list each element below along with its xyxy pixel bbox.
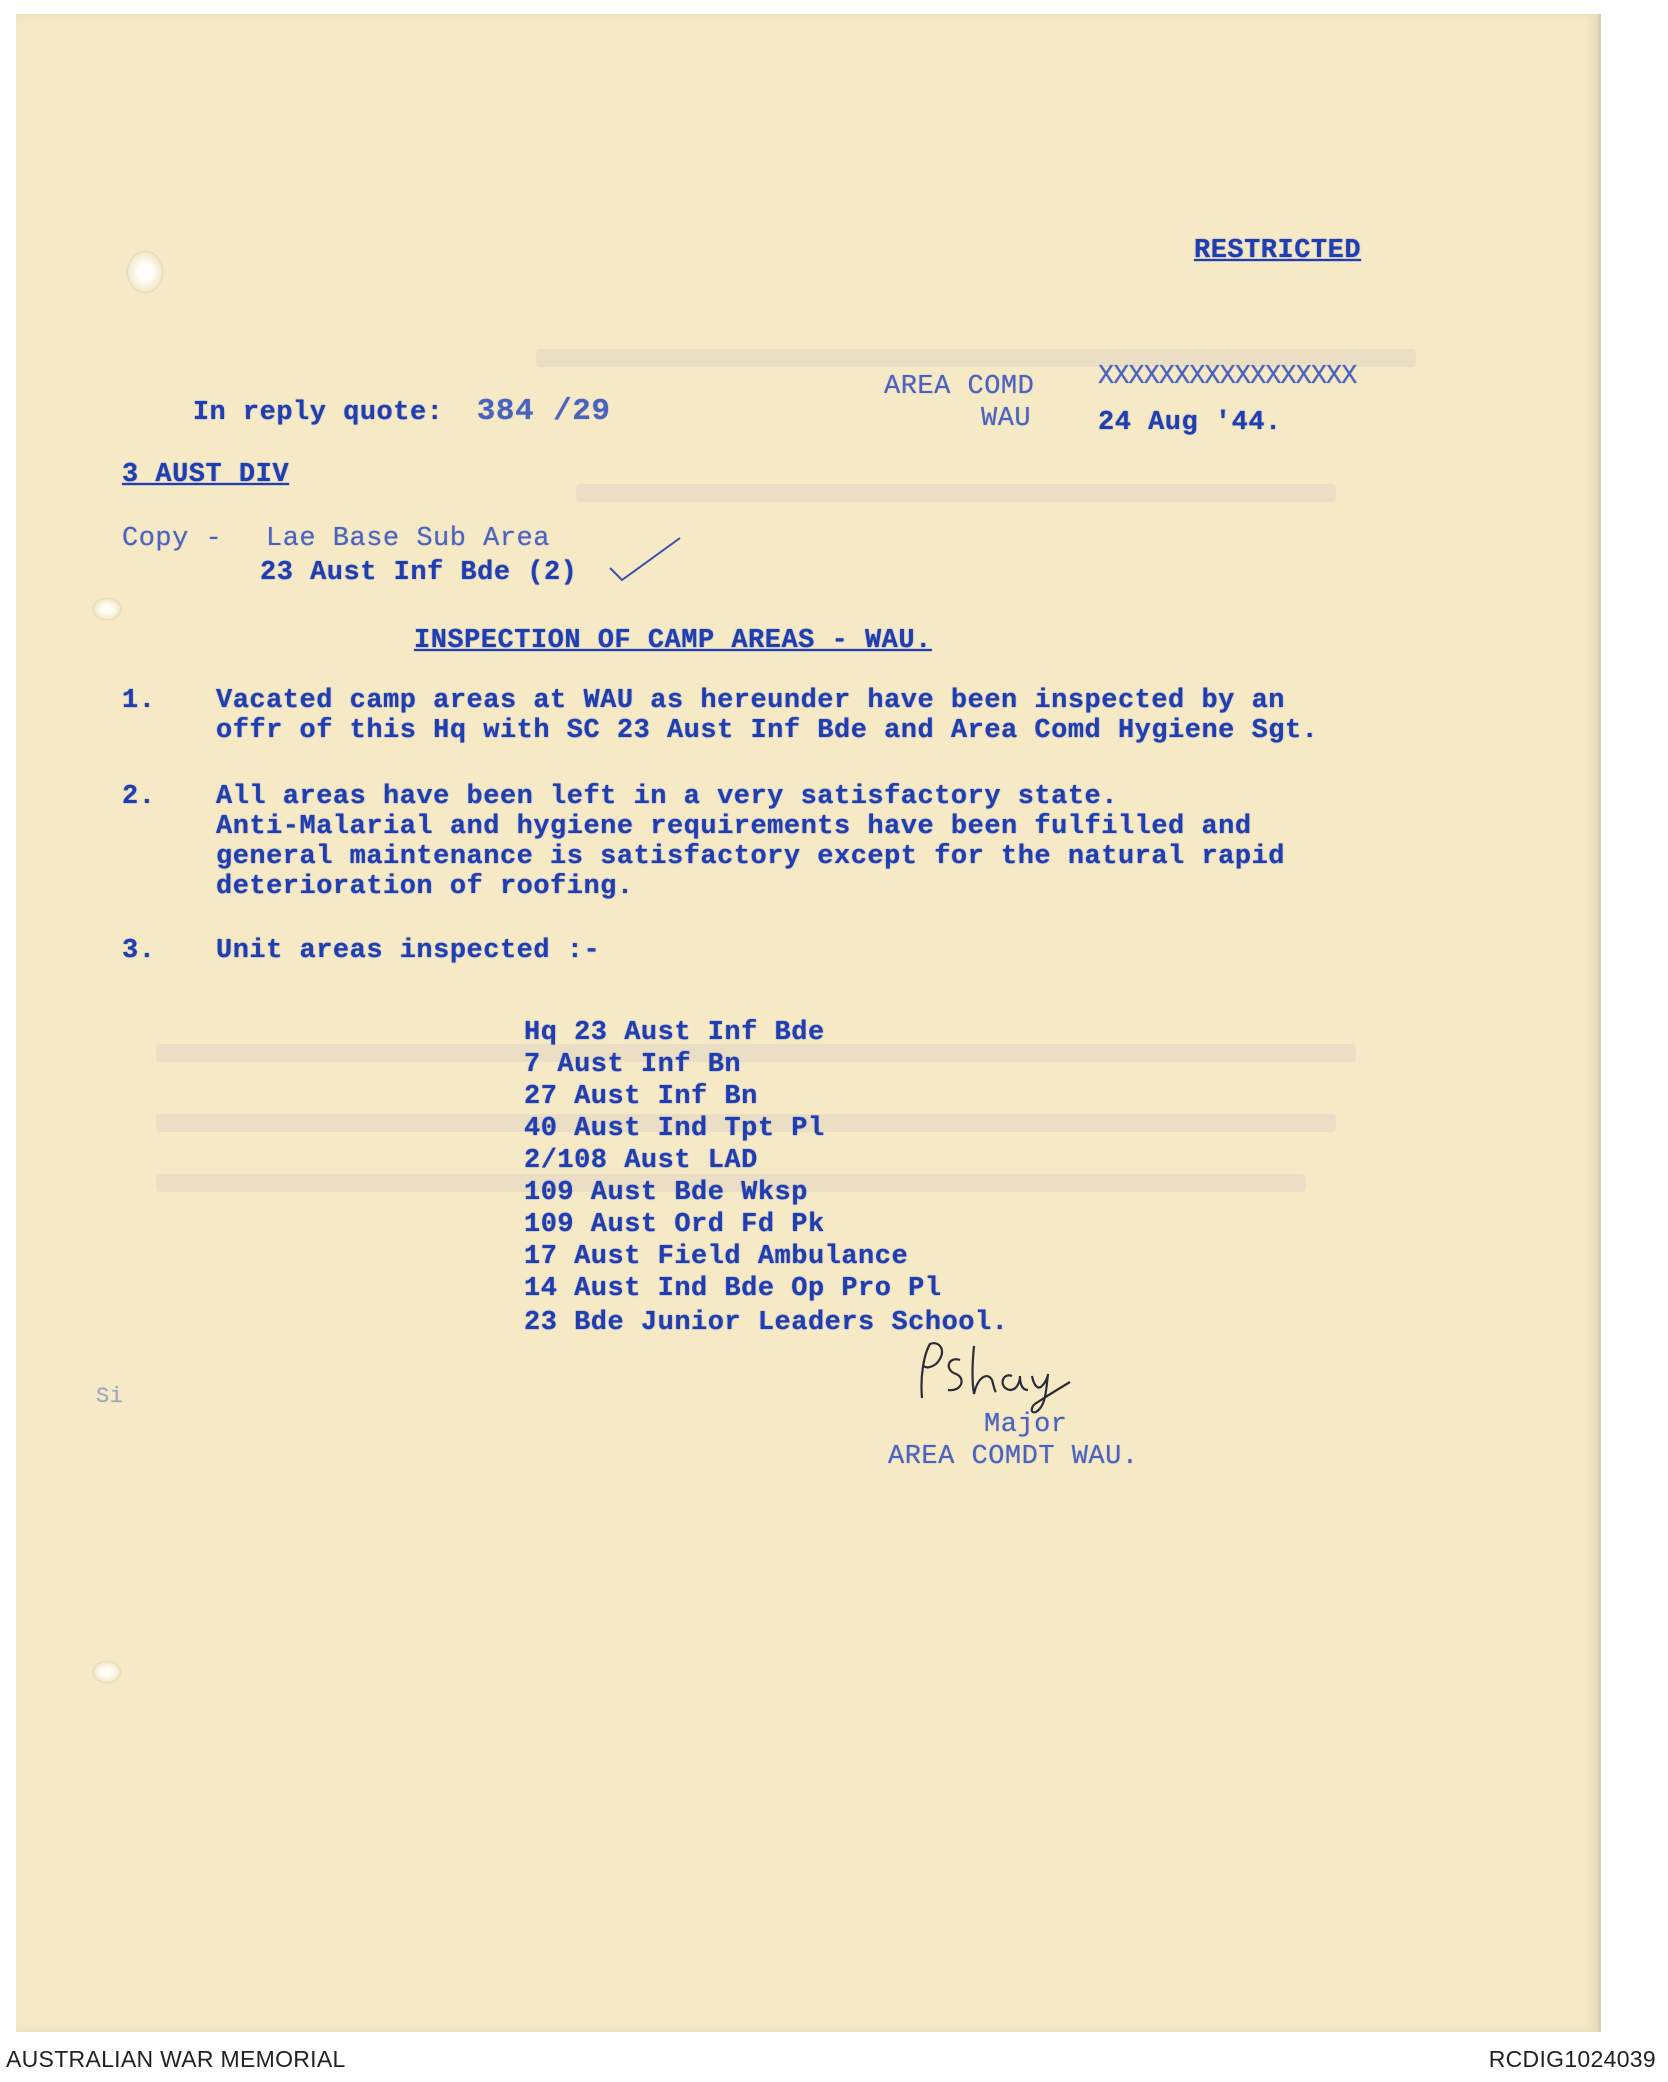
copy-recipient: Lae Base Sub Area [266,524,550,554]
unit-list-item: 40 Aust Ind Tpt Pl [524,1114,825,1144]
punch-hole [94,1662,120,1682]
paragraph-number: 2. [122,782,156,812]
archive-credit: AUSTRALIAN WAR MEMORIAL [6,2046,346,2072]
unit-list-item: 27 Aust Inf Bn [524,1082,758,1112]
reply-label: In reply quote: [192,398,444,428]
unit-list-item: 109 Aust Bde Wksp [524,1178,808,1208]
punch-hole [128,252,162,292]
reference-number: 384 /29 [476,394,611,429]
paragraph-line: deterioration of roofing. [216,872,634,902]
copy-recipient: 23 Aust Inf Bde (2) [260,558,578,588]
signatory-rank: Major [984,1410,1068,1440]
document-page [16,14,1601,2032]
paragraph-line: Vacated camp areas at WAU as hereunder have been inspected by an [216,686,1285,716]
addressee: 3 AUST DIV [122,460,290,490]
paragraph-line: Anti-Malarial and hygiene requirements have been fulfilled and [216,812,1252,842]
unit-list-item: 14 Aust Ind Bde Op Pro Pl [524,1274,942,1304]
unit-list-item: 23 Bde Junior Leaders School. [524,1308,1009,1338]
punch-hole [94,599,120,619]
signature-icon [900,1336,1100,1416]
struck-text: XXXXXXXXXXXXXXXXX [1098,362,1357,392]
unit-list-item: 109 Aust Ord Fd Pk [524,1210,825,1240]
check-mark-icon [606,536,686,586]
classification-stamp: RESTRICTED [1194,236,1362,266]
letter-date: 24 Aug '44. [1098,408,1282,438]
sender-line2: WAU [981,404,1032,434]
margin-mark: Si [96,1384,124,1409]
paragraph-number: 1. [122,686,156,716]
paragraph-line: offr of this Hq with SC 23 Aust Inf Bde and Area Comd Hygiene Sgt. [216,716,1319,746]
reply-reference [126,364,611,459]
paragraph-line: All areas have been left in a very satisfactory state. [216,782,1118,812]
sender-line1: AREA COMD [884,372,1035,402]
unit-list-item: Hq 23 Aust Inf Bde [524,1018,825,1048]
unit-list-item: 17 Aust Field Ambulance [524,1242,909,1272]
paragraph-number: 3. [122,936,156,966]
copy-label: Copy - [122,524,223,554]
archive-id: RCDIG1024039 [1488,2046,1656,2072]
bleed-through [576,484,1336,502]
paragraph-line: general maintenance is satisfactory except for the natural rapid [216,842,1285,872]
unit-list-item: 7 Aust Inf Bn [524,1050,742,1080]
unit-list-item: 2/108 Aust LAD [524,1146,758,1176]
subject-heading: INSPECTION OF CAMP AREAS - WAU. [414,626,932,656]
signatory-title: AREA COMDT WAU. [888,1442,1139,1472]
paragraph-line: Unit areas inspected :- [216,936,601,966]
